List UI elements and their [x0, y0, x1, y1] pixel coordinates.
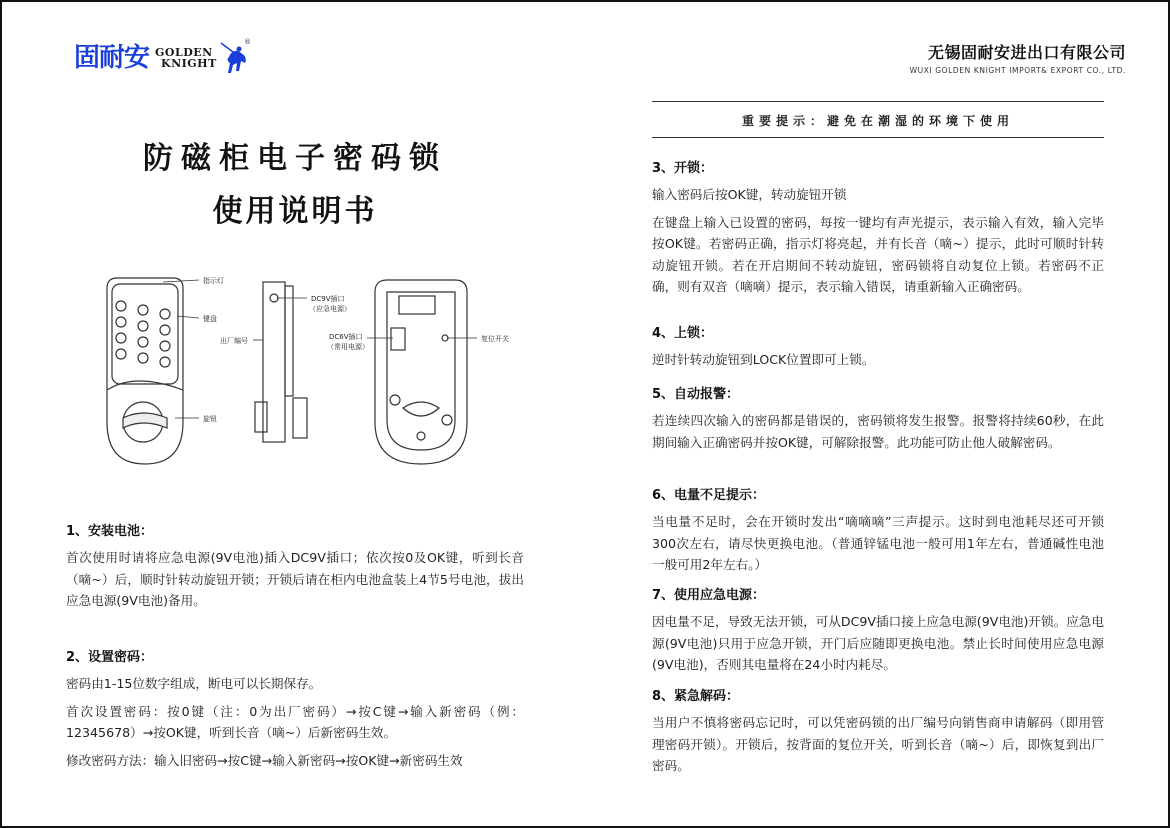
section-heading: 5、自动报警：	[652, 387, 740, 402]
section-emergency-power	[652, 584, 1104, 682]
section-text: 在键盘上输入已设置的密码，每按一键均有声光提示，表示输入有效，输入完毕按OK键。若密码正确，指示灯将亮起，并有长音（嘀~）提示，此时可顺时针转动旋钮开锁。若在开启期间不转动旋钮，密码锁将自动复位上锁。若密码不正确，则有双音（嘀嘀）提示，表示输入错误，请重新输入正确密码。	[652, 214, 1104, 294]
section-set-password	[66, 646, 524, 777]
lock-diagram	[95, 272, 535, 472]
section-heading: 4、上锁：	[652, 326, 714, 341]
section-heading: 2、设置密码：	[66, 650, 154, 665]
callout-dc9v-sub: （应急电源）	[309, 305, 351, 313]
logo-en-line2: KNIGHT	[161, 57, 217, 70]
logo-chinese: 固耐安	[74, 43, 150, 73]
company-header	[910, 40, 1126, 75]
notice-top-rule	[652, 101, 1104, 102]
callout-knob: 旋钮	[203, 415, 217, 423]
knight-icon	[219, 41, 249, 75]
company-name-cn: 无锡固耐安进出口有限公司	[927, 43, 1126, 62]
section-text: 逆时针转动旋钮到LOCK位置即可上锁。	[652, 352, 875, 367]
section-text: 首次设置密码：按0键（注：0为出厂密码）→按C键→输入新密码（例：12345678）→按OK键，听到长音（嘀~）后新密码生效。	[66, 703, 524, 740]
section-heading: 1、安装电池：	[66, 524, 154, 539]
notice-bottom-rule	[652, 137, 1104, 138]
section-heading: 7、使用应急电源：	[652, 588, 766, 603]
section-text: 修改密码方法：输入旧密码→按C键→输入新密码→按OK键→新密码生效	[66, 752, 463, 768]
section-heading: 8、紧急解码：	[652, 689, 740, 704]
callout-reset: 复位开关	[481, 335, 509, 343]
section-heading: 6、电量不足提示：	[652, 488, 766, 503]
section-lock	[652, 322, 1104, 377]
section-unlock	[652, 157, 1104, 304]
callout-indicator: 指示灯	[203, 277, 224, 285]
section-text: 输入密码后按OK键，转动旋钮开锁	[652, 187, 847, 202]
callout-dc9v: DC9V插口	[311, 295, 345, 303]
document-subtitle: 使用说明书	[212, 194, 378, 229]
section-auto-alarm	[652, 383, 1104, 459]
section-text: 若连续四次输入的密码都是错误的，密码锁将发生报警。报警将持续60秒，在此期间输入正确密码并按OK键，可解除报警。此功能可防止他人破解密码。	[652, 413, 1104, 450]
callout-serial: 出厂编号	[220, 337, 248, 345]
section-text: 当用户不慎将密码忘记时，可以凭密码锁的出厂编号向销售商申请解码（即用管理密码开锁）。开锁后，按背面的复位开关，听到长音（嘀~）后，即恢复到出厂密码。	[652, 715, 1104, 773]
company-name-en: WUXI GOLDEN KNIGHT IMPORT& EXPORT CO., LTD.	[909, 66, 1126, 75]
section-heading: 3、开锁：	[652, 161, 714, 176]
section-text: 因电量不足，导致无法开锁，可从DC9V插口接上应急电源(9V电池)开锁。应急电源(9V电池)只用于应急开锁，开门后应随即更换电池。禁止长时间使用应急电源(9V电池)，否则其电量将在24小时内耗尽。	[652, 614, 1104, 672]
logo-en-line1: GOLDEN	[155, 46, 213, 59]
callout-keypad: 键盘	[203, 315, 217, 323]
section-text: 当电量不足时，会在开锁时发出“嘀嘀嘀”三声提示。这时到电池耗尽还可开锁300次左右，请尽快更换电池。（普通锌锰电池一般可用1年左右，普通碱性电池一般可用2年左右。）	[652, 514, 1104, 572]
document-title: 防磁柜电子密码锁	[143, 141, 447, 176]
callout-dc6v-sub: （常用电源）	[327, 343, 369, 351]
section-text: 密码由1-15位数字组成，断电可以长期保存。	[66, 676, 322, 691]
registered-mark: ®	[244, 38, 251, 46]
logo-english	[155, 47, 217, 69]
important-notice: 重要提示：避免在潮湿的环境下使用	[741, 114, 1014, 128]
section-install-battery	[66, 520, 524, 618]
section-low-battery	[652, 484, 1104, 582]
brand-logo	[74, 40, 249, 76]
section-text: 首次使用时请将应急电源(9V电池)插入DC9V插口；依次按0及OK键，听到长音（嘀~）后，顺时针转动旋钮开锁；开锁后请在柜内电池盒装上4节5号电池，拔出应急电源(9V电池)备用。	[66, 550, 524, 608]
section-emergency-decode	[652, 685, 1104, 783]
callout-dc6v: DC6V插口	[329, 333, 363, 341]
